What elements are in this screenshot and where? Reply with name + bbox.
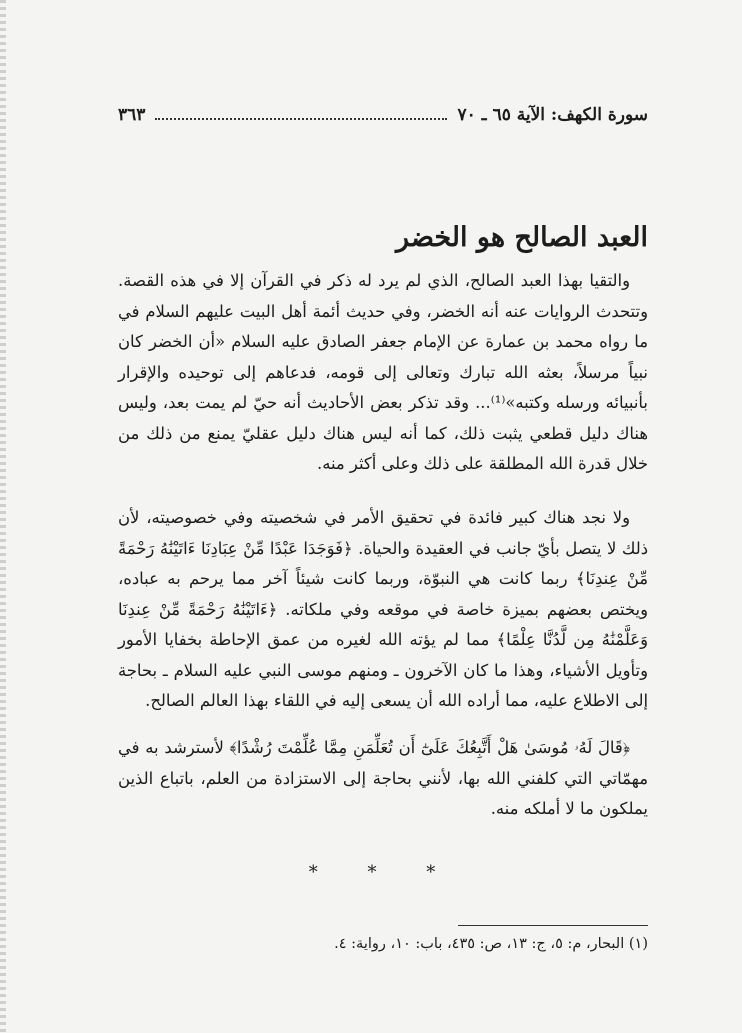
page-binding-edge: [0, 0, 6, 1033]
paragraph-1: [118, 266, 648, 480]
footnote: (١) البحار، م: ٥، ج: ١٣، ص: ٤٣٥، باب: ١٠، رواية: ٤.: [334, 936, 648, 952]
paragraph-text: ﴿قَالَ لَهُۥ مُوسَىٰ هَلْ أَتَّبِعُكَ عَلَىٰٓ أَن تُعَلِّمَنِ مِمَّا عُلِّمْتَ رُشْدًا﴾ لأسترشد به في مهمّاتي التي كلفني الله بها، لأنني بحاجة إلى الاستزادة من العلم، باتباع الذين يملكون ما لا أملكه منه.: [118, 738, 648, 818]
paragraph-3: [118, 733, 648, 825]
running-header: [118, 100, 648, 130]
paragraph-text: ولا نجد هناك كبير فائدة في تحقيق الأمر في شخصيته وفي خصوصيته، لأن ذلك لا يتصل بأيّ جانب في العقيدة والحياة. ﴿فَوَجَدَا عَبْدًا مِّنْ عِبَادِنَا ءَاتَيْنَٰهُ رَحْمَةً مِّنْ عِندِنَا﴾ ربما كانت هي النبوّة، وربما كانت شيئاً آخر مما يرحم به عباده، ويختص بعضهم بميزة خاصة في موقعه وفي ملكاته. ﴿ءَاتَيْنَٰهُ رَحْمَةً مِّنْ عِندِنَا وَعَلَّمْنَٰهُ مِن لَّدُنَّا عِلْمًا﴾ مما لم يؤته الله لغيره من عمق الإحاطة بخفايا الأمور وتأويل الأشياء، وهذا ما كان الآخرون ـ ومنهم موسى النبي عليه السلام ـ بحاجة إلى الاطلاع عليه، مما أراده الله أن يسعى إليه في اللقاء بهذا العالم الصالح.: [118, 508, 648, 710]
header-title: سورة الكهف: الآية ٦٥ ـ ٧٠: [457, 105, 648, 125]
header-dot-leader: [155, 118, 447, 120]
page-number: ٣٦٣: [118, 105, 146, 125]
section-heading: العبد الصالح هو الخضر: [396, 222, 648, 253]
footnote-rule: [458, 925, 648, 926]
section-separator: * * *: [308, 862, 458, 883]
paragraph-2: [118, 503, 648, 717]
paragraph-text: والتقيا بهذا العبد الصالح، الذي لم يرد له ذكر في القرآن إلا في هذه القصة. وتتحدث الروايات عنه أنه الخضر، وفي حديث أئمة أهل البيت عليهم السلام في ما رواه محمد بن عمارة عن الإمام جعفر الصادق عليه السلام «أن الخضر كان نبياً مرسلاً، بعثه الله تبارك وتعالى إلى قومه، فدعاهم إلى توحيده والإقرار بأنبيائه ورسله وكتبه»⁽¹⁾... وقد تذكر بعض الأحاديث أنه حيّ لم يمت بعد، وليس هناك دليل قطعي يثبت ذلك، كما أنه ليس هناك دليل عقليّ يمنع من ذلك من خلال قدرة الله المطلقة على ذلك وعلى أكثر منه.: [118, 271, 648, 473]
